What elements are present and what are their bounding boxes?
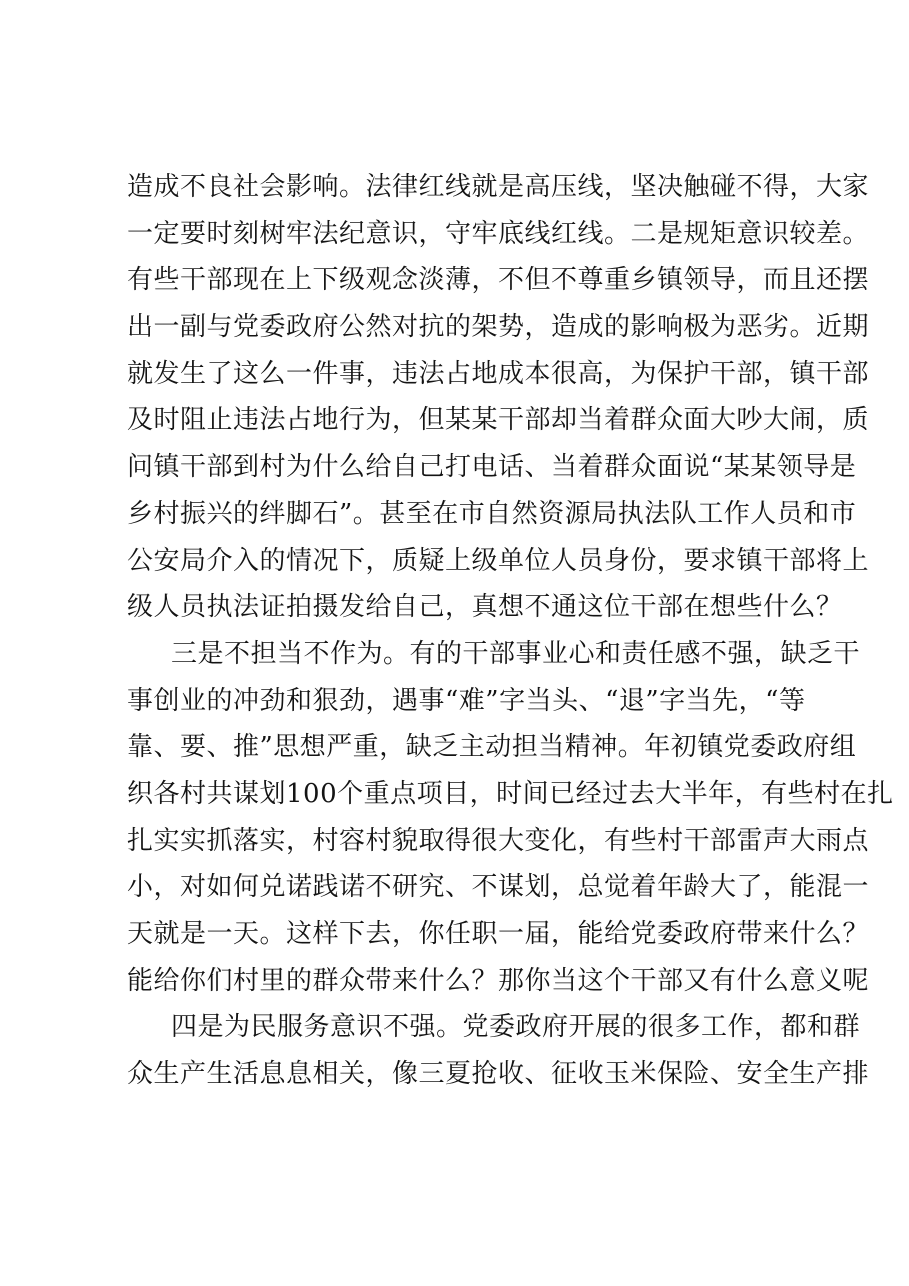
text-line: 能给你们村里的群众带来什么？那你当这个干部又有什么意义呢 [127,965,870,996]
text-line: 造成不良社会影响。法律红线就是高压线，坚决触碰不得，大家 [127,172,870,202]
paragraph-start-line: 四是为民服务意识不强。党委政府开展的很多工作，都和群 [171,1012,861,1043]
text-line: 乡村振兴的绊脚石”。甚至在市自然资源局执法队工作人员和市 [127,498,857,529]
text-line: 及时阻止违法占地行为，但某某干部却当着群众面大吵大闹，质 [127,405,870,436]
text-line: 扎实实抓落实，村容村貌取得很大变化，有些村干部雷声大雨点 [127,825,870,856]
text-line: 问镇干部到村为什么给自己打电话、当着群众面说“某某领导是 [127,452,857,483]
text-line: 有些干部现在上下级观念淡薄，不但不尊重乡镇领导，而且还摆 [127,265,870,296]
text-line: 公安局介入的情况下，质疑上级单位人员身份，要求镇干部将上 [127,545,870,576]
paragraph-start-line: 三是不担当不作为。有的干部事业心和责任感不强，缺乏干 [171,638,861,669]
text-line: 小，对如何兑诺践诺不研究、不谋划，总觉着年龄大了，能混一 [127,872,870,903]
text-line: 级人员执法证拍摄发给自己，真想不通这位干部在想些什么？ [127,592,843,623]
text-line: 出一副与党委政府公然对抗的架势，造成的影响极为恶劣。近期 [127,312,870,343]
text-line: 靠、要、推”思想严重，缺乏主动担当精神。年初镇党委政府组 [127,732,857,763]
text-line: 天就是一天。这样下去，你任职一届，能给党委政府带来什么？ [127,919,870,949]
text-line: 众生产生活息息相关，像三夏抢收、征收玉米保险、安全生产排 [127,1059,870,1090]
body-text [127,164,894,1098]
text-line: 一定要时刻树牢法纪意识，守牢底线红线。二是规矩意识较差。 [127,218,870,249]
text-line: 事创业的冲劲和狠劲，遇事“难”字当头、“退”字当先，“等 [127,685,806,716]
text-line: 织各村共谋划100个重点项目，时间已经过去大半年，有些村在扎 [127,778,894,809]
text-line: 就发生了这么一件事，违法占地成本很高，为保护干部，镇干部 [127,358,870,389]
